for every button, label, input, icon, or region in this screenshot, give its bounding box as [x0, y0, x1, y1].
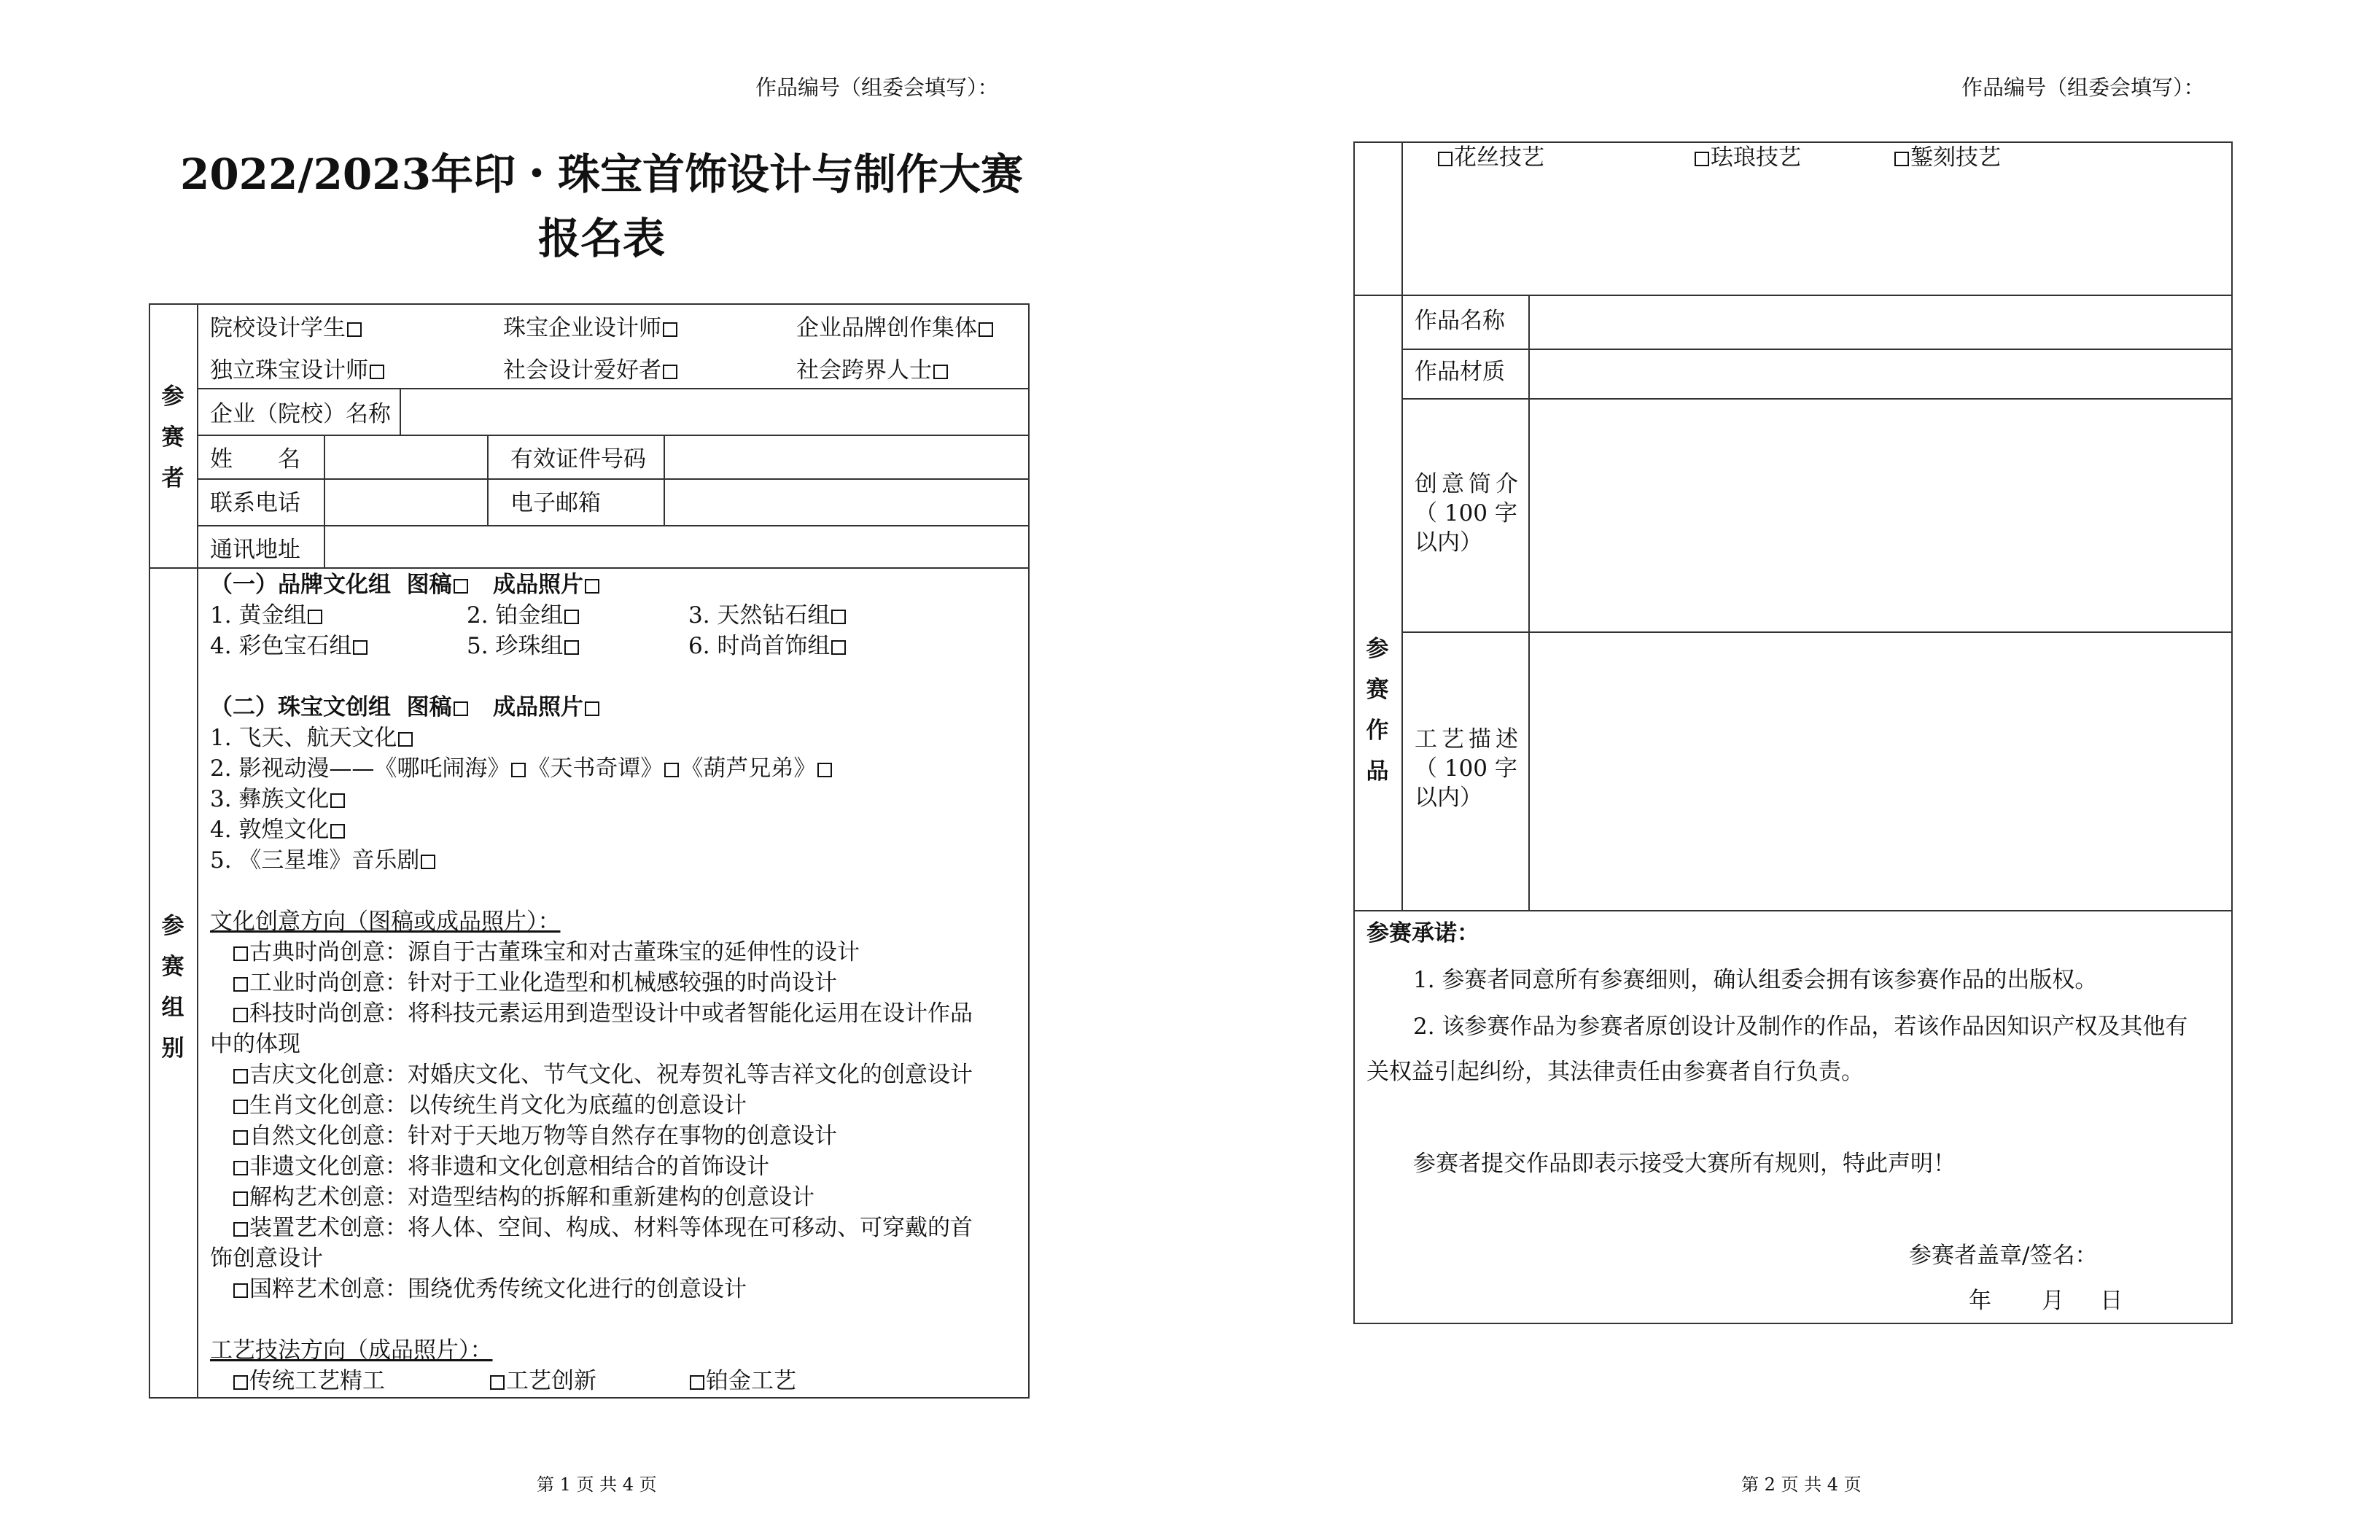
- craft-desc-label: 工艺描述 （ 100 字 以内）: [1415, 726, 1522, 811]
- checkbox[interactable]: [330, 793, 345, 808]
- type-option[interactable]: 社会设计爱好者: [503, 356, 679, 385]
- type-option[interactable]: 院校设计学生: [210, 314, 363, 343]
- group-label: 参 赛 组 别: [161, 913, 184, 1062]
- id-number-label: 有效证件号码: [510, 446, 646, 472]
- name-input[interactable]: [325, 436, 486, 477]
- checkbox[interactable]: [817, 763, 832, 777]
- checkbox[interactable]: [933, 365, 948, 379]
- entry-code-label: 作品编号（组委会填写）：: [1961, 75, 2205, 100]
- checkbox[interactable]: [1438, 152, 1452, 166]
- direction-option[interactable]: 生肖文化创意：以传统生肖文化为底蕴的创意设计: [232, 1091, 747, 1120]
- craft-option[interactable]: 铂金工艺: [688, 1366, 796, 1396]
- name-label: 姓 名: [210, 446, 300, 472]
- checkbox[interactable]: [1894, 152, 1909, 166]
- form-title: 2022/2023年印・珠宝首饰设计与制作大赛: [179, 149, 1024, 199]
- checkbox[interactable]: [353, 640, 368, 655]
- checkbox[interactable]: [831, 610, 846, 624]
- work-name-label: 作品名称: [1415, 308, 1505, 334]
- address-label: 通讯地址: [210, 537, 300, 563]
- craft-option[interactable]: 传统工艺精工: [232, 1366, 385, 1396]
- checkbox[interactable]: [564, 610, 579, 624]
- brand-option[interactable]: 4. 彩色宝石组: [210, 631, 369, 661]
- work-label: 参 赛 作 品: [1366, 636, 1389, 785]
- participant-label: 参 赛 者: [161, 384, 184, 491]
- direction-option[interactable]: 工业时尚创意：针对于工业化造型和机械感较强的时尚设计: [232, 968, 837, 998]
- checkbox[interactable]: [1695, 152, 1709, 166]
- checkbox[interactable]: [690, 1375, 704, 1390]
- direction-option[interactable]: 科技时尚创意：将科技元素运用到造型设计中或者智能化运用在设计作品: [232, 999, 973, 1028]
- type-option[interactable]: 珠宝企业设计师: [503, 314, 679, 343]
- checkbox[interactable]: [979, 322, 993, 337]
- checkbox[interactable]: [663, 365, 677, 379]
- checkbox[interactable]: [308, 610, 322, 624]
- address-input[interactable]: [325, 526, 1028, 566]
- cultural-group-heading: （二）珠宝文创组 图稿 成品照片: [210, 693, 601, 722]
- checkbox[interactable]: [233, 946, 248, 961]
- checkbox[interactable]: [663, 322, 677, 337]
- brand-option[interactable]: 1. 黄金组: [210, 601, 324, 630]
- checkbox[interactable]: [233, 1375, 248, 1390]
- cultural-option[interactable]: 1. 飞天、航天文化: [210, 723, 414, 752]
- type-option[interactable]: 独立珠宝设计师: [210, 356, 386, 385]
- form-subtitle: 报名表: [537, 214, 665, 263]
- direction-option[interactable]: 非遗文化创意：将非遗和文化创意相结合的首饰设计: [232, 1152, 769, 1181]
- pledge-line: 关权益引起纠纷，其法律责任由参赛者自行负责。: [1366, 1059, 1864, 1085]
- direction-option[interactable]: 解构艺术创意：对造型结构的拆解和重新建构的创意设计: [232, 1183, 814, 1212]
- craft-option[interactable]: 珐琅技艺: [1693, 143, 1801, 172]
- checkbox[interactable]: [398, 732, 413, 747]
- direction-continuation: 中的体现: [210, 1031, 300, 1057]
- signature-label: 参赛者盖章/签名：: [1909, 1242, 2098, 1269]
- email-input[interactable]: [665, 480, 1028, 524]
- checkbox[interactable]: [233, 1191, 248, 1206]
- checkbox[interactable]: [511, 763, 526, 777]
- cultural-option[interactable]: 3. 彝族文化: [210, 785, 346, 814]
- id-number-input[interactable]: [665, 436, 1028, 477]
- page-footer: 第 2 页 共 4 页: [1741, 1474, 1862, 1495]
- checkbox[interactable]: [421, 855, 435, 869]
- phone-input[interactable]: [325, 480, 486, 524]
- direction-continuation: 饰创意设计: [210, 1245, 323, 1272]
- direction-option[interactable]: 吉庆文化创意：对婚庆文化、节气文化、祝寿贺礼等吉祥文化的创意设计: [232, 1060, 973, 1089]
- brand-group-heading: （一）品牌文化组 图稿 成品照片: [210, 570, 601, 599]
- checkbox[interactable]: [233, 1100, 248, 1114]
- checkbox[interactable]: [454, 701, 468, 716]
- brand-option[interactable]: 6. 时尚首饰组: [688, 631, 847, 661]
- checkbox[interactable]: [370, 365, 384, 379]
- checkbox[interactable]: [347, 322, 362, 337]
- checkbox[interactable]: [585, 579, 599, 594]
- direction-heading: 文化创意方向（图稿或成品照片）：: [210, 909, 561, 935]
- checkbox[interactable]: [490, 1375, 505, 1390]
- craft-option[interactable]: 花丝技艺: [1436, 143, 1544, 172]
- type-option[interactable]: 企业品牌创作集体: [796, 314, 995, 343]
- checkbox[interactable]: [233, 977, 248, 992]
- checkbox[interactable]: [233, 1222, 248, 1237]
- intro-label: 创意简介 （ 100 字 以内）: [1415, 471, 1522, 556]
- checkbox[interactable]: [233, 1283, 248, 1298]
- type-option[interactable]: 社会跨界人士: [796, 356, 949, 385]
- brand-option[interactable]: 3. 天然钻石组: [688, 601, 847, 630]
- direction-option[interactable]: 国粹艺术创意：围绕优秀传统文化进行的创意设计: [232, 1275, 747, 1304]
- craft-heading: 工艺技法方向（成品照片）：: [210, 1337, 493, 1364]
- work-material-label: 作品材质: [1415, 359, 1505, 385]
- direction-option[interactable]: 装置艺术创意：将人体、空间、构成、材料等体现在可移动、可穿戴的首: [232, 1213, 973, 1242]
- pledge-line: 2. 该参赛作品为参赛者原创设计及制作的作品，若该作品因知识产权及其他有: [1413, 1014, 2188, 1040]
- checkbox[interactable]: [831, 640, 846, 655]
- craft-desc-textarea[interactable]: [1530, 633, 2231, 909]
- craft-option[interactable]: 工艺创新: [489, 1366, 596, 1396]
- checkbox[interactable]: [233, 1069, 248, 1084]
- cultural-option[interactable]: 5. 《三星堆》音乐剧: [210, 846, 437, 875]
- checkbox[interactable]: [564, 640, 579, 655]
- checkbox[interactable]: [330, 824, 345, 839]
- work-material-input[interactable]: [1530, 350, 2231, 397]
- craft-option[interactable]: 錾刻技艺: [1893, 143, 2001, 172]
- intro-textarea[interactable]: [1530, 400, 2231, 630]
- brand-option[interactable]: 2. 铂金组: [467, 601, 580, 630]
- checkbox[interactable]: [664, 763, 679, 777]
- pledge-line: 1. 参赛者同意所有参赛细则，确认组委会拥有该参赛作品的出版权。: [1413, 967, 2098, 993]
- cultural-option[interactable]: 4. 敦煌文化: [210, 815, 346, 844]
- brand-option[interactable]: 5. 珍珠组: [467, 631, 580, 661]
- entry-code-label: 作品编号（组委会填写）：: [755, 75, 999, 100]
- company-label: 企业（院校）名称: [210, 401, 391, 427]
- signature-field[interactable]: [2100, 1238, 2224, 1273]
- direction-option[interactable]: 古典时尚创意：源自于古董珠宝和对古董珠宝的延伸性的设计: [232, 938, 860, 967]
- declaration: 参赛者提交作品即表示接受大赛所有规则，特此声明！: [1413, 1151, 1956, 1177]
- phone-label: 联系电话: [210, 490, 300, 516]
- checkbox[interactable]: [233, 1130, 248, 1145]
- checkbox[interactable]: [454, 579, 468, 594]
- direction-option[interactable]: 自然文化创意：针对于天地万物等自然存在事物的创意设计: [232, 1121, 837, 1151]
- pledge-heading: 参赛承诺：: [1366, 920, 1479, 946]
- checkbox[interactable]: [585, 701, 599, 716]
- page-footer: 第 1 页 共 4 页: [537, 1474, 657, 1495]
- date-line: 年 月 日: [1969, 1288, 2123, 1314]
- email-label: 电子邮箱: [510, 490, 601, 516]
- cultural-option[interactable]: 2. 影视动漫——《哪吒闹海》 《天书奇谭》 《葫芦兄弟》: [210, 754, 833, 783]
- work-name-input[interactable]: [1530, 296, 2231, 349]
- checkbox[interactable]: [233, 1008, 248, 1022]
- checkbox[interactable]: [233, 1161, 248, 1175]
- company-input[interactable]: [401, 389, 1028, 433]
